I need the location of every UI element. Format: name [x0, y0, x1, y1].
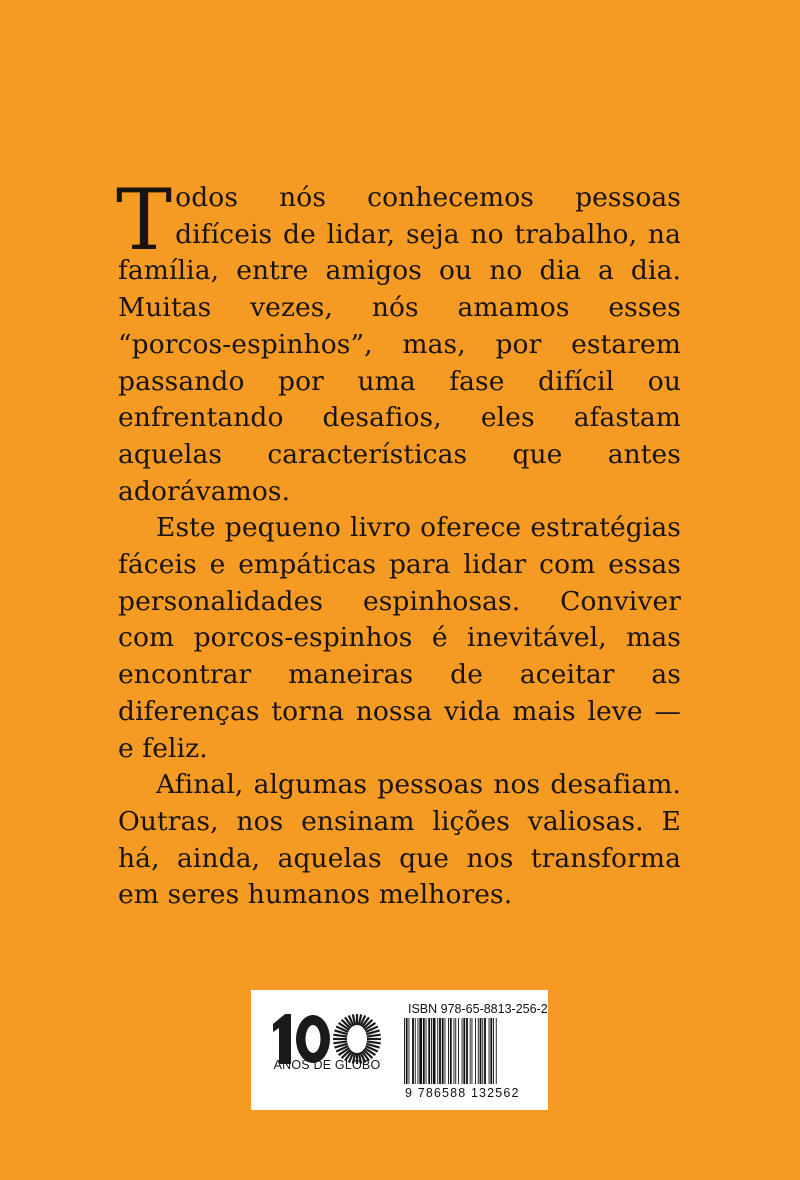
drop-cap: T	[116, 171, 173, 269]
isbn-label: ISBN 978-65-8813-256-2	[408, 1002, 548, 1016]
isbn-info-box	[251, 990, 548, 1110]
barcode-digits: 9 786588 132562	[405, 1086, 520, 1100]
paragraph-2: Este pequeno livro oferece estratégias fáceis e empáticas para lidar com essas personalidades espinhosas. Conviver com porcos-espinhos é inevitável, mas encontrar maneiras de aceitar as diferenças torna nossa vida mais leve — e feliz.	[118, 512, 681, 764]
logo-caption: ANOS DE GLOBO	[273, 1058, 381, 1072]
back-cover-text	[116, 171, 681, 914]
barcode-icon	[403, 1018, 545, 1084]
globo-100-logo-icon	[269, 1010, 387, 1092]
paragraph-3: Afinal, algumas pessoas nos desafiam. Outras, nos ensinam lições valiosas. E há, ainda, aquelas que nos transforma em seres humanos melhores.	[118, 769, 681, 911]
paragraph-1-text: odos nós conhecemos pessoas difíceis de lidar, seja no trabalho, na família, entre amigos ou no dia a dia. Muitas vezes, nós amamos esses “porcos-espinhos”, mas, por estarem passando por uma fase difícil ou enfrentando desafios, eles afastam aquelas características que antes adorávamos.	[118, 182, 681, 507]
paragraph-1	[116, 171, 681, 510]
